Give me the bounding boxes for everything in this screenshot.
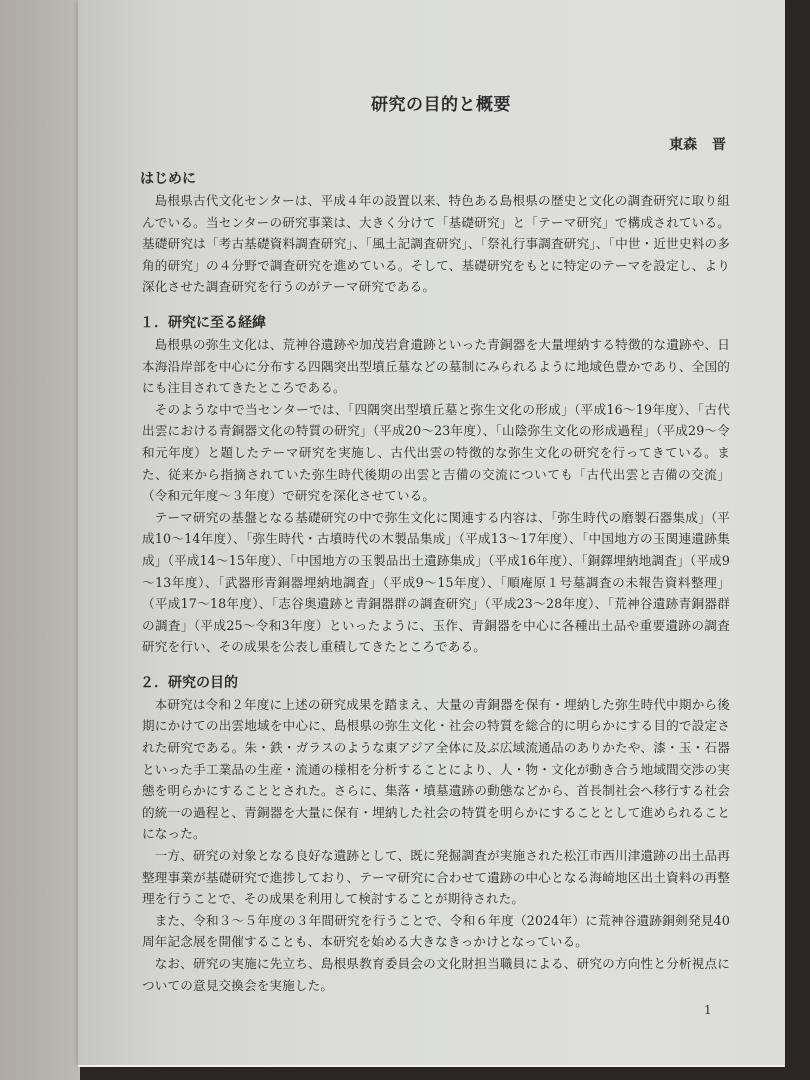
previous-page-edge bbox=[0, 0, 80, 1080]
paragraph: 島根県の弥生文化は、荒神谷遺跡や加茂岩倉遺跡といった青銅器を大量埋納する特徴的な遺跡や、日本海沿岸部を中心に分布する四隅突出型墳丘墓などの墓制にみられるように地域色豊かであり、全国的にも注目されてきたところである。 bbox=[142, 336, 730, 396]
section-heading: １．研究に至る経緯 bbox=[140, 314, 266, 331]
paragraph: 一方、研究の対象となる良好な遺跡として、既に発掘調査が実施された松江市西川津遺跡の出土品再整理事業が基礎研究で進捗しており、テーマ研究に合わせて遺跡の中心となる海崎地区出土資料の再整理を行うことで、その成果を利用して検討することが期待された。 bbox=[142, 848, 730, 907]
section-background bbox=[142, 312, 730, 658]
paragraph: なお、研究の実施に先立ち、島根県教育委員会の文化財担当職員による、研究の方向性と分析視点についての意見交換会を実施した。 bbox=[142, 956, 730, 993]
section-heading: はじめに bbox=[140, 171, 196, 187]
page-bottom-edge bbox=[78, 1065, 785, 1067]
page-title: 研究の目的と概要 bbox=[371, 95, 511, 115]
paragraph: テーマ研究の基盤となる基礎研究の中で弥生文化に関連する内容は、「弥生時代の磨製石器集成」（平成10～14年度）、「弥生時代・古墳時代の木製品集成」（平成13～17年度）、「中国地方の玉関連遺跡集成」（平成14～15年度）、「中国地方の玉製品出土遺跡集成」（平成16年度）、「銅鐸埋納地調査」（平成9～13年度）、「武器形青銅器埋納地調査」（平成9～15年度）、「順庵原１号墓調査の未報告資料整理」（平成17～18年度）、「志谷奥遺跡と青銅器群の調査研究」（平成23～28年度）、「荒神谷遺跡青銅器群の調査」（平成25～令和3年度）といったように、玉作、青銅器を中心に各種出土品や重要遺跡の調査研究を行い、その成果を公表し重積してきたところである。 bbox=[142, 509, 730, 655]
paragraph: また、令和３～５年度の３年間研究を行うことで、令和６年度（2024年）に荒神谷遺跡銅剣発見40周年記念展を開催することも、本研究を始める大きなきっかけとなっている。 bbox=[142, 912, 730, 950]
paragraph: 本研究は令和２年度に上述の研究成果を踏まえ、大量の青銅器を保有・埋納した弥生時代中期から後期にかけての出雲地域を中心に、島根県の弥生文化・社会の特質を総合的に明らかにする目的で設定された研究である。朱・鉄・ガラスのような東アジア全体に及ぶ広域流通品のありかたや、漆・玉・石器といった手工業品の生産・流通の様相を分析することにより、人・物・文化が動き合う地域間交渉の実態を明らかにすることとされた。さらに、集落・墳墓遺跡の動態などから、首長制社会へ移行する社会的統一の過程と、青銅器を大量に保有・埋納した社会の特質を明らかにすることとして進められることになった。 bbox=[142, 696, 730, 842]
page-number: 1 bbox=[704, 1003, 712, 1017]
section-heading: ２．研究の目的 bbox=[140, 674, 238, 691]
section-purpose bbox=[142, 672, 730, 996]
author-name: 東森 晋 bbox=[669, 137, 726, 153]
paragraph: 島根県古代文化センターは、平成４年の設置以来、特色ある島根県の歴史と文化の調査研究に取り組んでいる。当センターの研究事業は、大きく分けて「基礎研究」と「テーマ研究」で構成されている。基礎研究は「考古基礎資料調査研究」、「風土記調査研究」、「祭礼行事調査研究」、「中世・近世史料の多角的研究」の４分野で調査研究を進めている。そして、基礎研究をもとに特定のテーマを設定し、より深化させた調査研究を行うのがテーマ研究である。 bbox=[142, 193, 730, 295]
page-content bbox=[142, 90, 730, 996]
paragraph: そのような中で当センターでは、「四隅突出型墳丘墓と弥生文化の形成」（平成16～19年度）、「古代出雲における青銅器文化の特質の研究」（平成20～23年度）、「山陰弥生文化の形成過程」（平成29～令和元年度）と題したテーマ研究を実施し、古代出雲の特徴的な弥生文化の研究を行ってきている。また、従来から指摘されていた弥生時代後期の出雲と吉備の交流についても「古代出雲と吉備の交流」（令和元年度～３年度）で研究を深化させている。 bbox=[142, 401, 730, 504]
section-introduction bbox=[142, 168, 730, 298]
document-page bbox=[78, 0, 785, 1065]
